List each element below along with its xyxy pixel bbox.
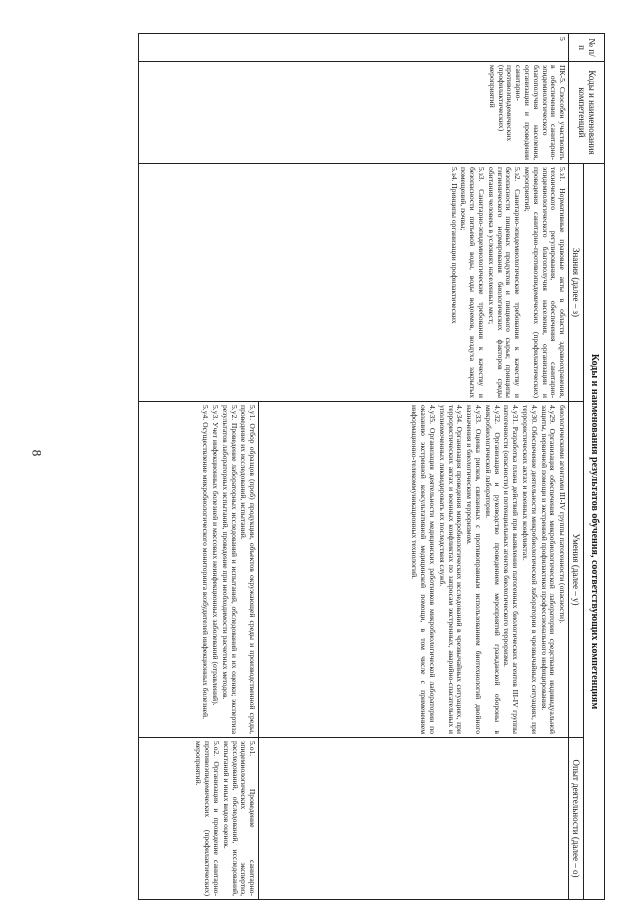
knowledge-item: 5.з4. Принципы организации профилактических bbox=[449, 167, 459, 324]
skill-item: 4.у32. Организация и руководство проведением мероприятий гражданской обороны в микробиологической лаборатории. bbox=[483, 405, 502, 734]
competence-text: ПК-5. Способен участвовать в обеспечении санитарно-эпидемиологического благополучия населения, организации и проведении санитарно-противоэпидемических (профилактических) мероприятий bbox=[487, 65, 568, 160]
header-results-group: Коды и наименования результатов обучения, соответствующих компетенциям bbox=[584, 164, 605, 900]
experience-cell bbox=[259, 738, 569, 900]
skill-item: биологическими агентами III-IV группы патогенности (опасности). bbox=[558, 405, 568, 624]
skill-item: 4.у29. Организация обеспечения микробиологической лаборатории средствами индивидуальной защиты, первичной помощи и экстренной профилактики профессионального инфицирования. bbox=[539, 405, 558, 734]
skills-cell bbox=[139, 402, 259, 738]
skill-item: 4.у34. Организация проведения микробиологических исследований в чрезвычайных ситуациях, при террористических актах и военных конфликтах по запросам экстренных, аварийно-спасательных и уполномоченных ликвидировать их последствия служб. bbox=[437, 405, 465, 734]
experience-cell bbox=[139, 738, 259, 900]
competence-cell bbox=[139, 62, 569, 164]
skill-item: 5.у4. Осуществление микробиологического мониторинга возбудителей инфекционных болезней. bbox=[201, 405, 211, 719]
competence-table-page bbox=[83, 33, 605, 899]
header-competence-codes: Коды и наименования компетенций bbox=[569, 62, 605, 164]
skills-cell bbox=[259, 402, 569, 738]
skill-item: 4.у33. Оценка рисков, связанных с противоправным использованием биотехнологий двойного назначения и биологическим терроризмом. bbox=[465, 405, 483, 734]
skill-item: 5.у1. Отбор образцов (проб) продукции, объектов окружающей среды и производственной среды, проведение их исследований, испытаний. bbox=[239, 405, 258, 734]
skill-item: 5.у2. Проведение лабораторных исследований и испытаний, обследований и их оценки; экспертиза результатов лабораторных испытаний, проведение при необходимости расчетных методов. bbox=[220, 405, 239, 734]
header-number: № п/п bbox=[569, 34, 605, 62]
experience-item: 5.о2. Организация и проведение санитарно-противоэпидемических (профилактических) мероприятий. bbox=[194, 741, 221, 896]
header-experience: Опыт деятельности (далее – о) bbox=[569, 738, 584, 900]
skill-item: 5.у3. Учет инфекционных болезней и массовых неинфекционных заболеваний (отравлений). bbox=[210, 405, 220, 706]
skill-item: 4.у35. Организация деятельности медицинских работников микробиологической лаборатории по оказанию экстренной консультативной медицинской помощи, в том числе с применением информационно-телекоммуникационных технологий. bbox=[410, 405, 437, 734]
page-number: 8 bbox=[29, 449, 45, 457]
knowledge-item: 5.з2. Санитарно-эпидемиологические требования к качеству и безопасности пищевых продуктов и пищевого сырья; принципы гигиенического нормирования биологических факторов среды обитания человека в условиях населенных мест; bbox=[486, 167, 523, 398]
knowledge-item: 5.з1. Нормативные правовые акты в области здравоохранения, технического регулирования, обеспечения санитарно-эпидемиологического благополучия населения, организации и проведения санитарно-противоэпидемических (профилактических) мероприятий; bbox=[522, 167, 568, 398]
skill-item: 4.у31. Разработка плана действий при выявлении патогенных биологических агентов III-IV группы патогенности (опасности) и потенциальных агентов биологического терроризма. bbox=[502, 405, 521, 734]
header-knowledge: Знания (далее – з) bbox=[569, 164, 584, 402]
knowledge-item: 5.з3. Санитарно-эпидемиологические требования к качеству и безопасности питьевой воды, воды водоемов, воздуха закрытых помещений, почвы; bbox=[459, 167, 486, 398]
knowledge-cell bbox=[139, 164, 569, 402]
table-row bbox=[259, 34, 569, 900]
row-number: 5 bbox=[139, 34, 569, 62]
experience-item: 5.о1. Проведение санитарно-эпидемиологических экспертиз, расследований, обследований, исследований, испытаний и иных видов оценок. bbox=[221, 741, 258, 896]
competence-table bbox=[138, 33, 605, 900]
skill-item: 4.у30. Обеспечение деятельности микробиологической лаборатории в чрезвычайных ситуациях, при террористических актах и военных конфликтах. bbox=[520, 405, 539, 734]
header-skills: Умения (далее – у) bbox=[569, 402, 584, 738]
